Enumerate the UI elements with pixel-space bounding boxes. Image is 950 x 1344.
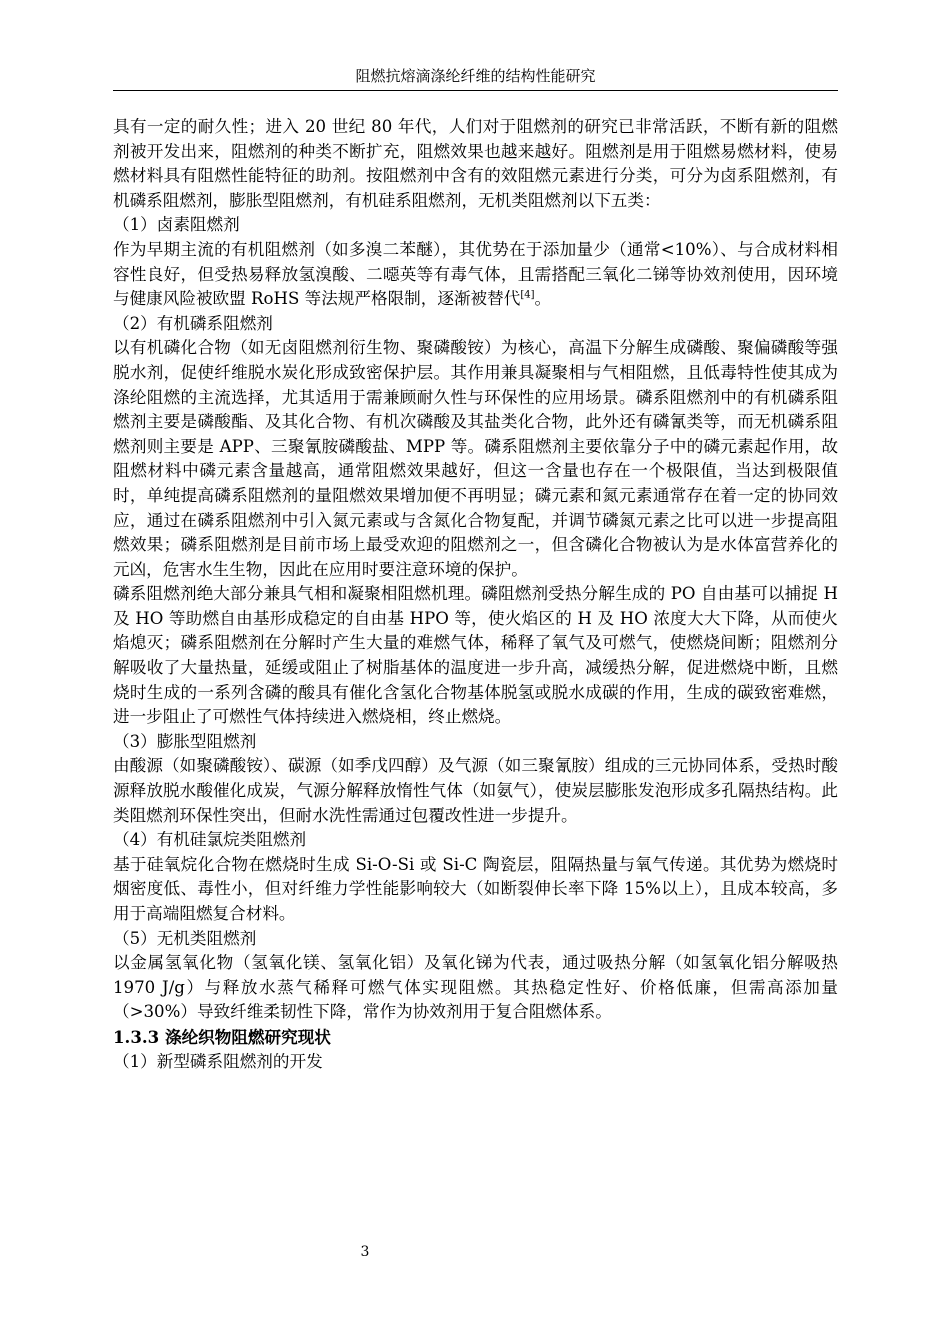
paragraph-halogen-end: 。 xyxy=(534,289,552,309)
list-label-silicone: （4）有机硅氯烷类阻燃剂 xyxy=(113,830,307,850)
list-label-phosphorus: （2）有机磷系阻燃剂 xyxy=(113,313,273,333)
list-label-halogen: （1）卤素阻燃剂 xyxy=(113,215,240,235)
list-label-inorganic: （5）无机类阻燃剂 xyxy=(113,928,257,948)
paragraph-halogen xyxy=(113,238,838,312)
section-heading: 1.3.3 涤纶织物阻燃研究现状 xyxy=(113,1026,331,1047)
list-label-new-phosphorus: （1）新型磷系阻燃剂的开发 xyxy=(113,1051,323,1071)
paragraph-halogen-text: 作为早期主流的有机阻燃剂（如多溴二苯醚），其优势在于添加量少（通常<10%）、与合成材料相容性良好，但受热易释放氢溴酸、二噁英等有毒气体，且需搭配三氧化二锑等协效剂使用，因环境与健康风险被欧盟 RoHS 等法规严格限制，逐渐被替代 xyxy=(113,239,838,309)
citation-4: [4] xyxy=(520,289,535,301)
document-body xyxy=(113,115,838,1074)
paragraph-intro: 具有一定的耐久性；进入 20 世纪 80 年代，人们对于阻燃剂的研究已非常活跃，不断有新的阻燃剂被开发出来，阻燃剂的种类不断扩充，阻燃效果也越来越好。阻燃剂是用于阻燃易燃材料，使易燃材料具有阻燃性能特征的助剂。按阻燃剂中含有的效阻燃元素进行分类，可分为卤系阻燃剂，有机磷系阻燃剂，膨胀型阻燃剂，有机硅系阻燃剂，无机类阻燃剂以下五类： xyxy=(113,117,838,210)
paragraph-inorganic: 以金属氢氧化物（氢氧化镁、氢氧化铝）及氧化锑为代表，通过吸热分解（如氢氧化铝分解吸热 1970 J/g）与释放水蒸气稀释可燃气体实现阻燃。其热稳定性好、价格低廉，但需高添加量（>30%）导致纤维柔韧性下降，常作为协效剂用于复合阻燃体系。 xyxy=(113,953,838,1022)
paragraph-phosphorus-mechanism: 磷系阻燃剂绝大部分兼具气相和凝聚相阻燃机理。磷阻燃剂受热分解生成的 PO 自由基可以捕捉 H 及 HO 等助燃自由基形成稳定的自由基 HPO 等，使火焰区的 H 及 HO 浓度大大下降，从而使火焰熄灭；磷系阻燃剂在分解时产生大量的难燃气体，稀释了氧气及可燃气，使燃烧间断；阻燃剂分解吸收了大量热量，延缓或阻止了树脂基体的温度进一步升高，减缓热分解，促进燃烧中断，且燃烧时生成的一系列含磷的酸具有催化含氢化合物基体脱氢或脱水成碳的作用，生成的碳致密难燃，进一步阻止了可燃性气体持续进入燃烧相，终止燃烧。 xyxy=(113,584,838,727)
header-rule xyxy=(113,90,838,91)
list-label-intumescent: （3）膨胀型阻燃剂 xyxy=(113,731,257,751)
page-number: 3 xyxy=(360,1244,370,1260)
paragraph-phosphorus: 以有机磷化合物（如无卤阻燃剂衍生物、聚磷酸铵）为核心，高温下分解生成磷酸、聚偏磷酸等强脱水剂，促使纤维脱水炭化形成致密保护层。其作用兼具凝聚相与气相阻燃，且低毒特性使其成为涤纶阻燃的主流选择，尤其适用于需兼顾耐久性与环保性的应用场景。磷系阻燃剂中的有机磷系阻燃剂主要是磷酸酯、及其化合物、有机次磷酸及其盐类化合物，此外还有磷氰类等，而无机磷系阻燃剂则主要是 APP、三聚氰胺磷酸盐、MPP 等。磷系阻燃剂主要依靠分子中的磷元素起作用，故阻燃材料中磷元素含量越高，通常阻燃效果越好，但这一含量也存在一个极限值，当达到极限值时，单纯提高磷系阻燃剂的量阻燃效果增加便不再明显；磷元素和氮元素通常存在着一定的协同效应，通过在磷系阻燃剂中引入氮元素或与含氮化合物复配，并调节磷氮元素之比可以进一步提高阻燃效果；磷系阻燃剂是目前市场上最受欢迎的阻燃剂之一，但含磷化合物被认为是水体富营养化的元凶，危害水生生物，因此在应用时要注意环境的保护。 xyxy=(113,338,838,579)
paragraph-intumescent: 由酸源（如聚磷酸铵）、碳源（如季戊四醇）及气源（如三聚氰胺）组成的三元协同体系，受热时酸源释放脱水酸催化成炭，气源分解释放惰性气体（如氨气），使炭层膨胀发泡形成多孔隔热结构。此类阻燃剂环保性突出，但耐水洗性需通过包覆改性进一步提升。 xyxy=(113,756,838,825)
paragraph-silicone: 基于硅氧烷化合物在燃烧时生成 Si-O-Si 或 Si-C 陶瓷层，阻隔热量与氧气传递。其优势为燃烧时烟密度低、毒性小，但对纤维力学性能影响较大（如断裂伸长率下降 15%以上），且成本较高，多用于高端阻燃复合材料。 xyxy=(113,854,838,923)
running-header: 阻燃抗熔滴涤纶纤维的结构性能研究 xyxy=(355,67,596,85)
